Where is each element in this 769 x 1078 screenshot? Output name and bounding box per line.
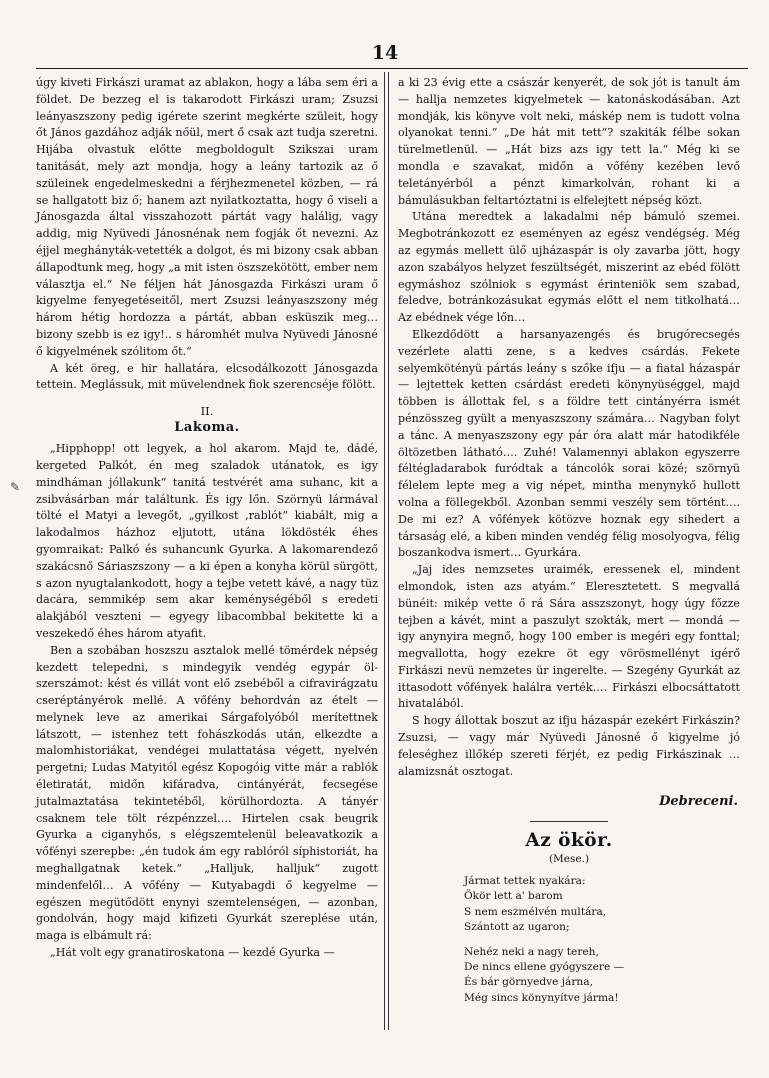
paragraph: Ben a szobában hoszszu asztalok mellé tömérdek népség kezdett telepedni, s mindegyik vendég egypár öl-szerszámot: kést és villát vont elő zsebéből a cifravirágzatu cseréptányérok mellé. A vőfény behordván az ételt — melynek leve az amerikai Sárgafolyóból merítettnek látszott, — istenhez tett fohászkodás után, elkezdte a malomhistoriákat, vendégei mulattatása végett, nyelvén pergetni; Ludas Matyitól egész Kopogóig vitte már a rablók életiratát, midőn kifáradva, cintányérát, fecsegése jutalmaztatása tekintetéből, körülhordozta. A tányér csaknem tele tölt rézpénzzel…. Hirtelen csak beugrik Gyurka a ciganyhős, s elégszemtelenül beleavatkozik a vőfényi szerepbe: „én tudok ám egy rablóról síphistoriát, ha meghallgatnak ketek.“ „Halljuk, halljuk“ zugott mindenfelől… A vőfény — Kutyabagdi ő kegyelme — egészen megütődött enynyi szemtelenségen, — azonban, gondolván, hogy majd kifizeti Gyurkát szereplése után, maga is elbámult rá: [36,643,378,943]
paragraph: a ki 23 évig ette a császár kenyerét, de sok jót is tanult ám — hallja nemzetes kigyelmetek — katonáskodásában. Azt mondják, kis könyve volt neki, máskép nem is tudott volna olyanokat tenni.“ „De hát mit tett“? szakiták félbe sokan türelmetlenül. — „Hát bizs azs igy tett la.“ Még ki se mondla e szavakat, midőn a vőfény kezében levő teletányérból a pénzt kimarkolván, rohant ki a bámulásukban feltartóztatni is elfelejtett népség közt. [398,76,740,207]
paragraph: „Hipphopp! ott legyek, a hol akarom. Majd te, dádé, kergeted Palkót, én meg szaladok utánatok, es igy mindháman jóllakunk“ tanitá testvérét ama suhanc, kit a zsibvásárban már találtunk. És igy lőn. Szörnyü lármával tölté el Matyi a levegőt, „gyilkost ,rablót“ kiabált, mig a lakodalmos házhoz eljutott, utána lökdösték éhes gyomraikat: Palkó és suhancunk Gyurka. A lakomarendező szakácsnő Sáriaszszony — a ki épen a konyha körül sürgött, s azon nyugtalankodott, hogy a tejbe vetett kávé, a nagy tüz dacára, semmikép sem akar keménységéből s eredeti alakjából veszteni — egyegy libacombbal bekitette ki a veszekedő éhes három atyafit. [36,442,378,640]
author-signature: Debreceni. [659,794,738,810]
page-number: 14 [371,42,399,64]
poem-line: Szántott az ugaron; [464,920,570,933]
paragraph: Utána meredtek a lakadalmi nép bámuló szemei. Megbotránkozott ez eseményen az egész vendégség. Még az egymás mellett ülő ujházaspár is oly zavarba jött, hogy azon szabályos helyzet feszültségét, miszerint az ebéd fölött egymáshoz szólniok s egymást érinteniök sem szabad, feledve, botránkozásukat egymás előtt el nem titkolhatá… Az ebédnek vége lőn… [398,210,740,325]
poem-stanza [464,945,740,1006]
left-column [36,75,378,962]
poem-line: Ökör lett a' barom [464,890,563,903]
right-column [398,75,740,1016]
poem-stanza [464,874,740,935]
poem-line: S nem eszmélvén multára, [464,905,607,918]
section-title: Lakoma. [174,420,240,436]
paragraph: „Hát volt egy granatiroskatona — kezdé Gyurka — [50,946,335,960]
poem-line: Nehéz neki a nagy tereh, [464,946,599,959]
paragraph: úgy kiveti Firkászi uramat az ablakon, hogy a lába sem éri a földet. De bezzeg el is takarodott Firkászi uram; Zsuzsi leányaszszony pedig igérete szerint megkérte szüleit, hogy őt János gazdához adják nőül, mert ő csak azt tudja szeretni. Hijába olvastuk előtte megboldogult Szikszai uram tanitását, mely azt mondja, hogy a leány tartozik az ő szüleinek engedelmeskedni a férjhezmenetel közben, — rá se hallgatott biz ő; hanem azt nyilatkoztatta, hogy ő viseli a Jánosgazda által visszahozott pártát vagy halálig, vagy addig, mig Nyüvedi Jánosnénak nem fogják őt nevezni. Az éjjel meghányták-vetették a dolgot, és mi bizony csak abban állapodtunk meg, hogy „a mit isten öszszekötött, ember nem választja el.“ Ne féljen hát Jánosgazda Firkászi uram ő kigyelme fenyegetéseitől, mert Zsuzsi leányaszszony még három hétig hordozza a pártát, abban esküszik meg… bizony szebb is ez igy!.. s háromhét mulva Nyüvedi Jánosné ő kigyelmének szólitom őt.“ [36,76,378,358]
poem-title: Az ökör. [525,830,613,852]
separator-rule [530,821,608,822]
paragraph: A két öreg, e hir hallatára, elcsodálkozott Jánosgazda tettein. Meglássuk, mit müvelendnek fiok szerencséje fölött. [36,361,378,392]
paragraph: S hogy állottak boszut az ifju házaspár ezekért Firkászin? Zsuzsi, — vagy már Nyüvedi Jánosné ő kigyelme jó feleséghez illőkép szereti férjét, ez pedig Firkászinak … alamizsnát osztogat. [398,714,740,778]
header-rule [36,68,748,69]
poem-line: De nincs ellene gyógyszere — [464,961,625,974]
section-number: II. [200,404,214,419]
paragraph: „Jaj ides nemzsetes uraimék, eressenek el, mindent elmondok, isten azs atyám.“ Eleresztetett. S megvallá bünéit: mikép vette ő rá Sára asszszonyt, hogy úgy főzze tejben a kávét, mint a paszulyt szokták, mert — mondá — igy anynyira megnő, hogy 100 ember is megéri egy fonttal; megvallotta, hogy ezekre öt egy vörösmellényt igérő Firkászi nevü nemzetes ür ingerelte. — Szegény Gyurkát az ittasodott vőfények halálra verték…. Firkászi elbocsáttatott hivatalából. [398,563,740,711]
margin-mark: ✎ [10,480,21,494]
poem-line: Még sincs könynyítve járma! [464,991,619,1004]
poem-line: És bár görnyedve járna, [464,976,593,989]
column-divider [384,72,385,1030]
paragraph: Elkezdődött a harsanyazengés és brugórecsegés vezérlete alatti zene, s a kedves csárdás. Fekete selyemkötényü pártás leány s szőke ifju — a fiatal házaspár — lejtettek ketten csárdást eredeti könynyüséggel, majd többen is állottak fel, s a földre tett cintányérra ismét pénzösszeg gyült a menyaszszony számára… Nagyban folyt a tánc. A menyaszszony egy pár óra alatt már hatodikféle öltözetben látható…. Zuhé! Valamennyi ablakon egyszerre féltégladarabok furódtak a táncolók sorai közé; szörnyü félelem lepte meg a vig népet, mintha menynykő hullott volna a föllegekből. Azonban semmi veszély sem történt…. De mi ez? A vőfények kötözve hoznak egy sihedert a társaság elé, a kiben minden vendég félig mosolyogva, félig boszankodva ismert… Gyurkára. [398,327,740,560]
column-divider-inner [388,72,389,1030]
poem-subtitle: (Mese.) [548,853,590,866]
poem-line: Jármat tettek nyakára: [464,875,586,888]
